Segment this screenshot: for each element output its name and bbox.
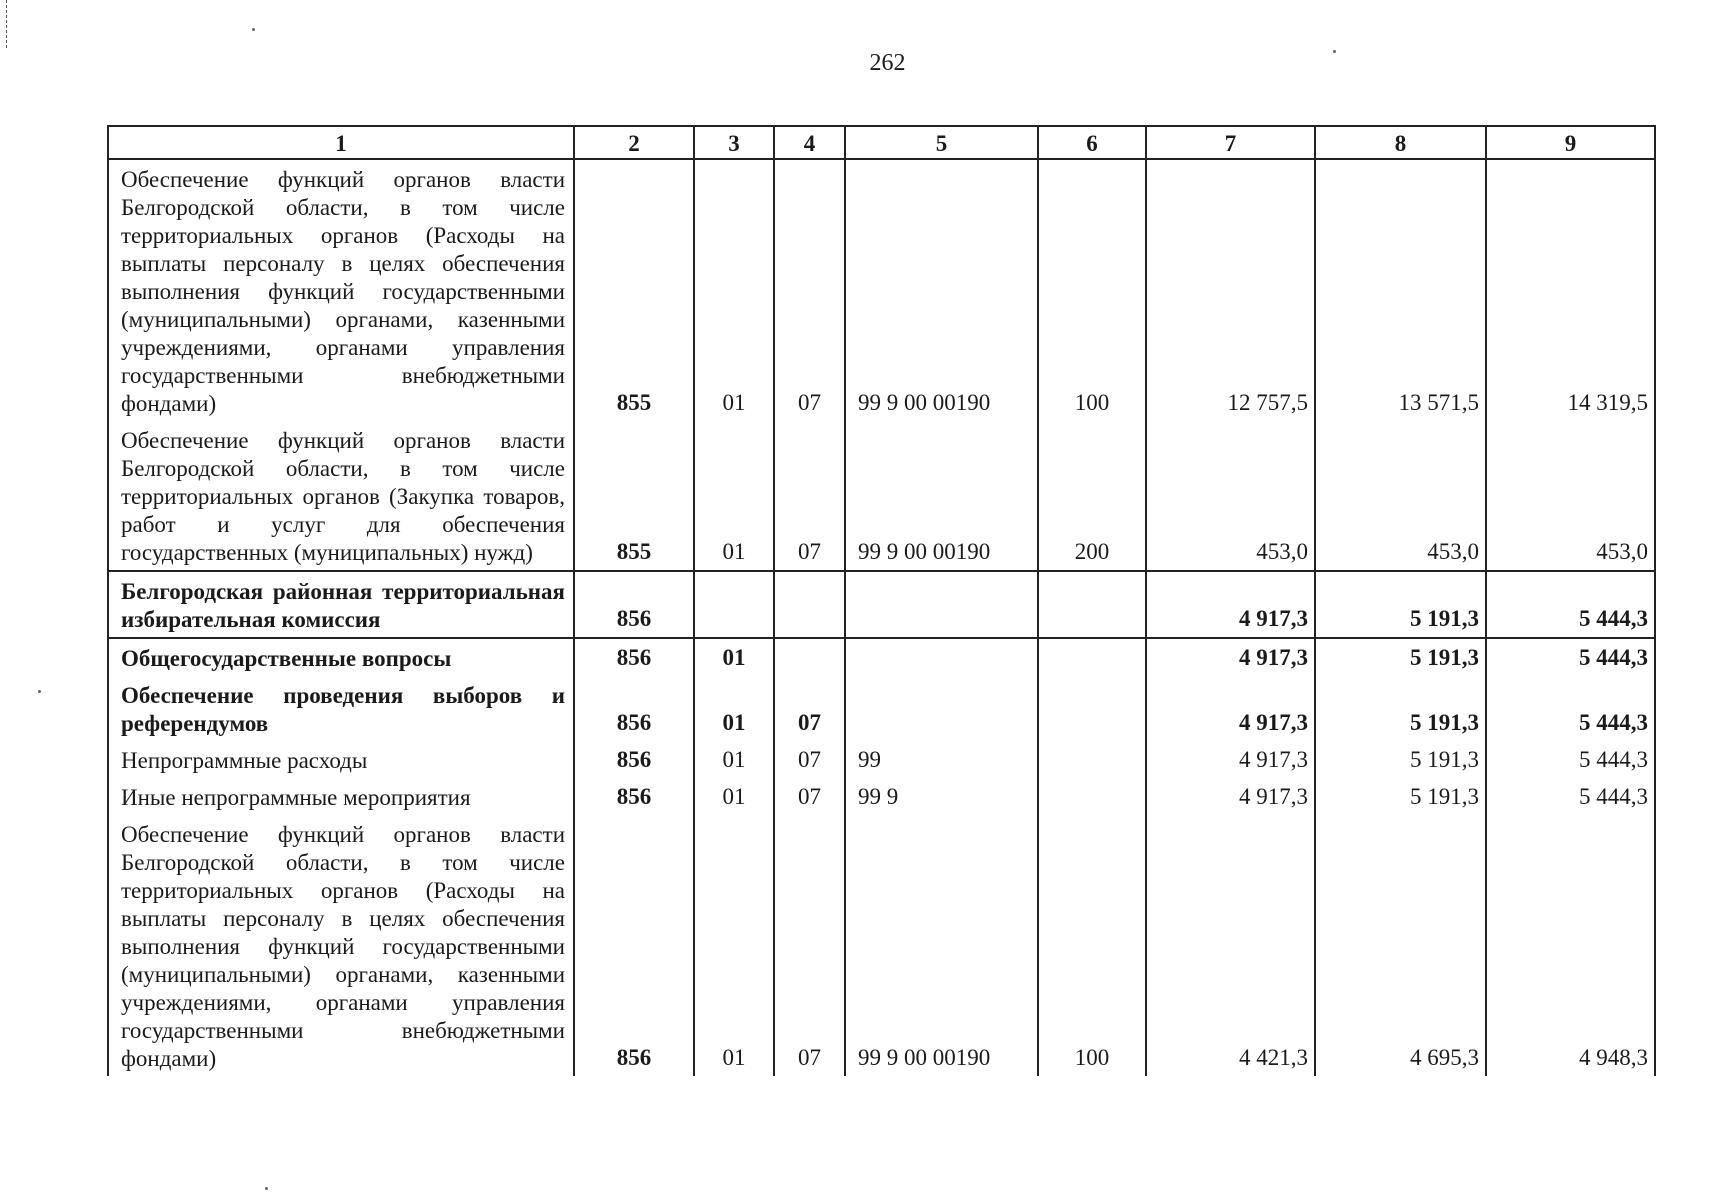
row-col7: 4 917,3: [1146, 676, 1315, 741]
row-col8: 5 191,3: [1315, 571, 1486, 638]
scan-speck: [265, 1187, 268, 1190]
budget-table: [107, 125, 1656, 1076]
row-col6: [1038, 638, 1146, 676]
row-col4: 07: [774, 778, 845, 815]
row-col9: 14 319,5: [1486, 159, 1655, 421]
row-col5: [845, 638, 1038, 676]
row-col7: 4 421,3: [1146, 815, 1315, 1076]
row-col9: 5 444,3: [1486, 638, 1655, 676]
row-col6: 200: [1038, 421, 1146, 571]
row-name: Обеспечение функций органов власти Белгородской области, в том числе территориальных органов (Расходы на выплаты персоналу в целях обеспечения выполнения функций государственными (муниципальными) органами, казенными учреждениями, органами управления государственными внебюджетными фондами): [108, 815, 574, 1076]
row-col5: [845, 676, 1038, 741]
row-name: Иные непрограммные мероприятия: [108, 778, 574, 815]
row-col4: 07: [774, 815, 845, 1076]
row-col3: 01: [694, 638, 774, 676]
table-header-row: [108, 126, 1655, 159]
row-col6: 100: [1038, 159, 1146, 421]
row-col2: 856: [574, 571, 694, 638]
header-col-5: 5: [845, 126, 1038, 159]
row-col7: 4 917,3: [1146, 638, 1315, 676]
table-row: [108, 815, 1655, 1076]
row-col9: 5 444,3: [1486, 676, 1655, 741]
row-col7: 12 757,5: [1146, 159, 1315, 421]
row-col9: 5 444,3: [1486, 741, 1655, 778]
header-col-1: 1: [108, 126, 574, 159]
table-row: [108, 778, 1655, 815]
row-col2: 856: [574, 778, 694, 815]
row-col4: [774, 638, 845, 676]
row-col5: [845, 571, 1038, 638]
row-col3: 01: [694, 421, 774, 571]
header-col-4: 4: [774, 126, 845, 159]
row-col8: 5 191,3: [1315, 741, 1486, 778]
row-col3: 01: [694, 815, 774, 1076]
row-col2: 856: [574, 815, 694, 1076]
row-name: Непрограммные расходы: [108, 741, 574, 778]
row-col8: 5 191,3: [1315, 676, 1486, 741]
row-col3: 01: [694, 778, 774, 815]
page-number: 262: [869, 50, 906, 76]
row-col5: 99 9 00 00190: [845, 815, 1038, 1076]
row-name: Белгородская районная территориальная избирательная комиссия: [108, 571, 574, 638]
row-name: Обеспечение функций органов власти Белгородской области, в том числе территориальных органов (Расходы на выплаты персоналу в целях обеспечения выполнения функций государственными (муниципальными) органами, казенными учреждениями, органами управления государственными внебюджетными фондами): [108, 159, 574, 421]
row-col5: 99 9 00 00190: [845, 159, 1038, 421]
row-col9: 5 444,3: [1486, 778, 1655, 815]
row-col4: [774, 571, 845, 638]
row-col7: 4 917,3: [1146, 778, 1315, 815]
row-col8: 453,0: [1315, 421, 1486, 571]
row-name: Общегосударственные вопросы: [108, 638, 574, 676]
row-col8: 13 571,5: [1315, 159, 1486, 421]
row-col4: 07: [774, 741, 845, 778]
row-col6: [1038, 571, 1146, 638]
table-row: [108, 741, 1655, 778]
row-col5: 99 9: [845, 778, 1038, 815]
row-col8: 5 191,3: [1315, 778, 1486, 815]
scan-speck: [38, 690, 41, 693]
scan-speck: [252, 28, 255, 31]
row-col8: 4 695,3: [1315, 815, 1486, 1076]
row-col9: 5 444,3: [1486, 571, 1655, 638]
row-col6: [1038, 741, 1146, 778]
header-col-7: 7: [1146, 126, 1315, 159]
scan-edge-marks: [6, 0, 11, 48]
row-col6: [1038, 778, 1146, 815]
row-col2: 855: [574, 421, 694, 571]
header-col-6: 6: [1038, 126, 1146, 159]
row-col3: 01: [694, 741, 774, 778]
row-col7: 453,0: [1146, 421, 1315, 571]
header-col-3: 3: [694, 126, 774, 159]
table-row: [108, 571, 1655, 638]
row-col9: 453,0: [1486, 421, 1655, 571]
row-col5: 99 9 00 00190: [845, 421, 1038, 571]
row-name: Обеспечение функций органов власти Белгородской области, в том числе территориальных органов (Закупка товаров, работ и услуг для обеспечения государственных (муниципальных) нужд): [108, 421, 574, 571]
row-col3: 01: [694, 676, 774, 741]
row-col7: 4 917,3: [1146, 571, 1315, 638]
row-col6: [1038, 676, 1146, 741]
row-col4: 07: [774, 159, 845, 421]
row-col4: 07: [774, 676, 845, 741]
header-col-2: 2: [574, 126, 694, 159]
table-row: [108, 421, 1655, 571]
header-col-8: 8: [1315, 126, 1486, 159]
row-col8: 5 191,3: [1315, 638, 1486, 676]
header-col-9: 9: [1486, 126, 1655, 159]
budget-table-container: [107, 125, 1654, 1076]
row-col2: 856: [574, 638, 694, 676]
table-row: [108, 159, 1655, 421]
row-col3: 01: [694, 159, 774, 421]
row-name: Обеспечение проведения выборов и референдумов: [108, 676, 574, 741]
row-col5: 99: [845, 741, 1038, 778]
row-col2: 856: [574, 676, 694, 741]
row-col4: 07: [774, 421, 845, 571]
table-row: [108, 638, 1655, 676]
row-col6: 100: [1038, 815, 1146, 1076]
row-col7: 4 917,3: [1146, 741, 1315, 778]
row-col2: 856: [574, 741, 694, 778]
row-col9: 4 948,3: [1486, 815, 1655, 1076]
row-col2: 855: [574, 159, 694, 421]
table-row: [108, 676, 1655, 741]
row-col3: [694, 571, 774, 638]
